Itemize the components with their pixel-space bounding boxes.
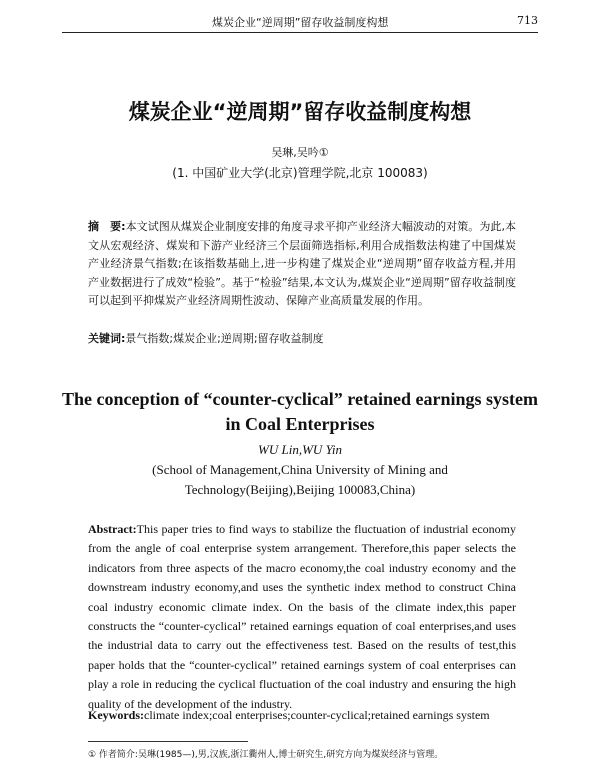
running-header <box>62 10 538 33</box>
chinese-abstract-text: 本文试图从煤炭企业制度安排的角度寻求平抑产业经济大幅波动的对策。为此,本文从宏观经济、煤炭和下游产业经济三个层面筛选指标,利用合成指数法构建了中国煤炭产业经济景气指数;在该指数基础上,进一步构建了煤炭企业“逆周期”留存收益方程,并用产业数据进行了成效“检验”。基于“检验”结果,本文认为,煤炭企业“逆周期”留存收益制度可以起到平抑煤炭产业经济周期性波动、保障产业高质量发展的作用。 <box>88 220 516 307</box>
chinese-keywords-label: 关键词: <box>88 332 126 345</box>
page-number: 713 <box>517 14 538 27</box>
english-abstract-text: This paper tries to find ways to stabilize the fluctuation of industrial economy from the angle of coal enterprise system arrangement. Therefore,this paper selects the indicators from three aspects of the macro economy,the coal industry economy and the downstream industry economy,and uses the synthetic index method to construct China coal industry economic climate index. On the basis of the climate index,this paper constructs the “counter-cyclical” retained earnings equation of coal enterprises,and uses the industrial data to carry out the effectiveness test. Based on the results of test,this paper holds that the “counter-cyclical” retained earnings system of coal enterprises can play a role in reducing the cyclical fluctuation of the coal industry and ensuring the high quality of the development of the industry. <box>88 522 516 711</box>
english-authors: WU Lin,WU Yin <box>258 442 342 457</box>
chinese-title: 煤炭企业“逆周期”留存收益制度构想 <box>128 100 472 124</box>
english-keywords <box>88 708 516 723</box>
running-title: 煤炭企业“逆周期”留存收益制度构想 <box>212 16 389 29</box>
chinese-abstract-label: 摘 要: <box>88 220 126 233</box>
chinese-keywords-text: 景气指数;煤炭企业;逆周期;留存收益制度 <box>125 332 324 345</box>
english-abstract <box>88 520 516 714</box>
chinese-affiliation: (1. 中国矿业大学(北京)管理学院,北京 100083) <box>172 166 428 180</box>
english-affiliation: (School of Management,China University of Mining and Technology(Beijing),Beijing 100083,China) <box>152 462 448 497</box>
english-title: The conception of “counter-cyclical” retained earnings system in Coal Enterprises <box>62 389 538 434</box>
footnote-divider <box>88 741 248 742</box>
english-keywords-label: Keywords: <box>88 708 144 722</box>
chinese-keywords <box>88 330 516 346</box>
chinese-abstract <box>88 218 516 311</box>
english-keywords-text: climate index;coal enterprises;counter-cyclical;retained earnings system <box>144 708 490 722</box>
chinese-authors: 吴琳,吴吟① <box>271 146 329 159</box>
english-abstract-label: Abstract: <box>88 522 137 536</box>
author-footnote: ① 作者简介:吴琳(1985—),男,汉族,浙江衢州人,博士研究生,研究方向为煤炭经济与管理。 <box>88 750 444 760</box>
